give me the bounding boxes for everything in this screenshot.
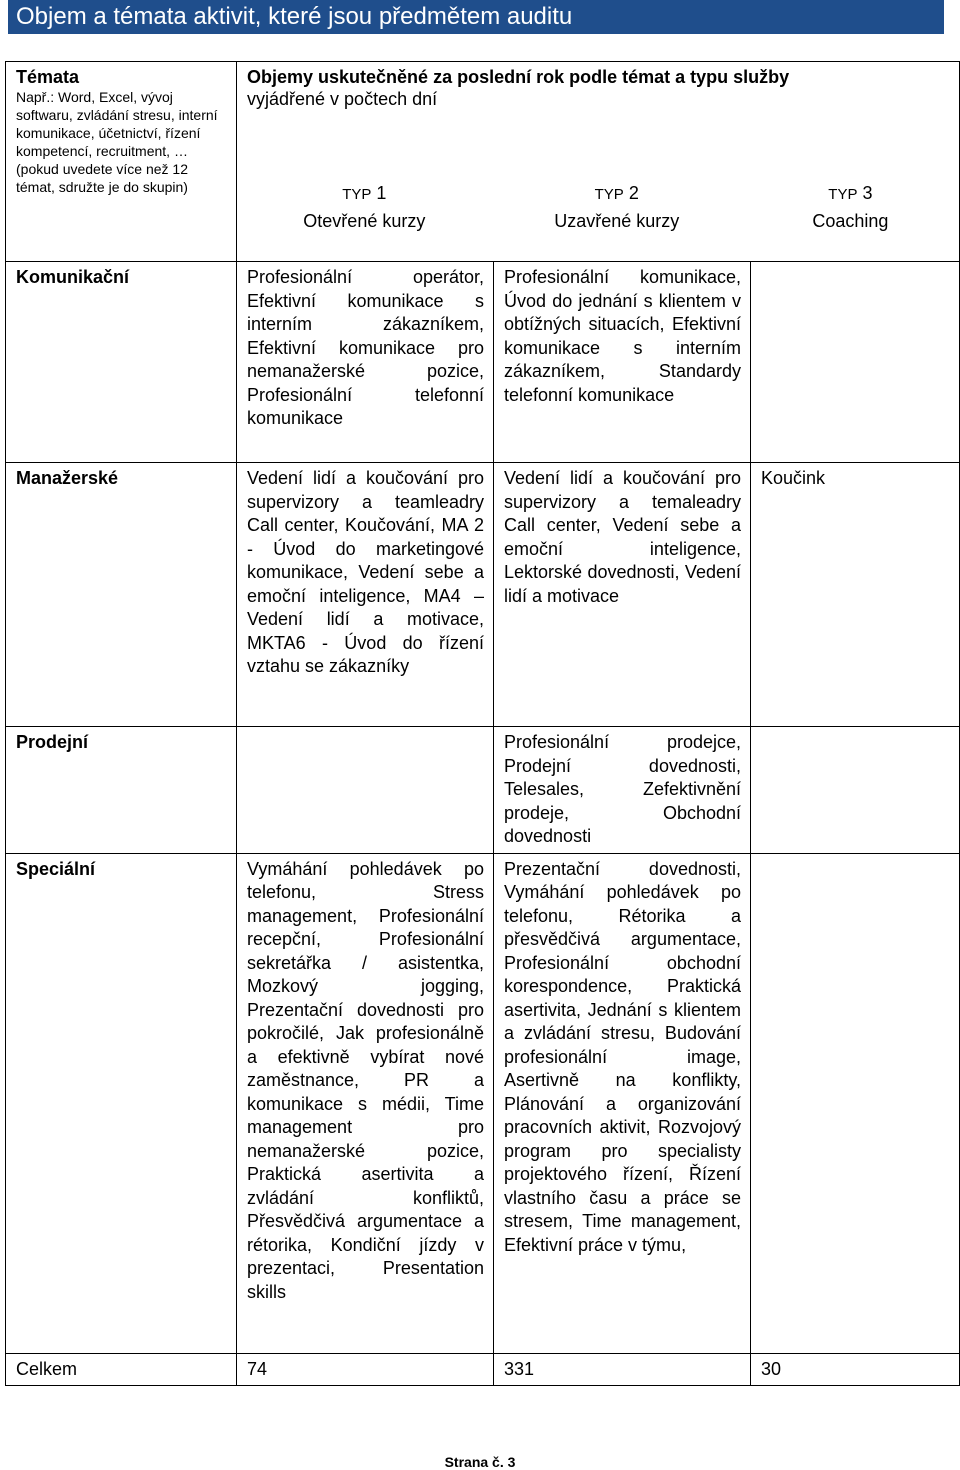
type-3-name: Coaching bbox=[812, 211, 889, 231]
row-specialni-type2: Prezentační dovednosti, Vymáhání pohledávek po telefonu, Rétorika a přesvědčivá argumentace, Profesionální obchodní korespondence, Praktická asertivita, Jednání s klientem a zvládání stresu, Budování profesionální image, Asertivně na konflikty, Plánování a organizování pracovních aktivit, Rozvojový program pro specialisty projektového řízení, Řízení vlastního času a práce se stresem, Time management, Efektivní práce v týmu, bbox=[494, 853, 751, 1353]
table-row bbox=[6, 727, 960, 854]
type-2-name: Uzavřené kurzy bbox=[554, 211, 680, 231]
topics-header-cell bbox=[6, 62, 237, 262]
volumes-subtitle: vyjádřené v počtech dní bbox=[247, 89, 438, 109]
row-label-manazerske: Manažerské bbox=[6, 463, 237, 727]
table-row bbox=[6, 853, 960, 1353]
total-type3: 30 bbox=[751, 1353, 960, 1386]
total-label: Celkem bbox=[6, 1353, 237, 1386]
row-manazerske-type2: Vedení lidí a koučování pro supervizory a temaleadry Call center, Vedení sebe a emoční inteligence, Lektorské dovednosti, Vedení lidí a motivace bbox=[494, 463, 751, 727]
type-1-number: 1 bbox=[376, 183, 387, 203]
type-1-header bbox=[247, 180, 482, 234]
total-type2: 331 bbox=[494, 1353, 751, 1386]
topics-note: Např.: Word, Excel, vývoj softwaru, zvládání stresu, interní komunikace, účetnictví, řízení kompetencí, recruitment, … (pokud uvedete více než 12 témat, sdružte je do skupin) bbox=[16, 89, 218, 195]
total-row bbox=[6, 1353, 960, 1386]
table-row bbox=[6, 463, 960, 727]
type-3-label: TYP bbox=[828, 186, 858, 203]
row-specialni-type1: Vymáhání pohledávek po telefonu, Stress management, Profesionální recepční, Profesionální sekretářka / asistentka, Mozkový jogging, Prezentační dovednosti pro pokročilé, Jak profesionálně a efektivně vybírat nové zaměstnance, PR a komunikace s médii, Time management pro nemanažerské pozice, Praktická asertivita a zvládání konfliktů, Přesvědčivá argumentace a rétorika, Kondiční jízdy v prezentaci, Presentation skills bbox=[237, 853, 494, 1353]
page-number: Strana č. 3 bbox=[444, 1454, 516, 1470]
row-komunikacni-type1: Profesionální operátor, Efektivní komunikace s interním zákazníkem, Efektivní komunikace pro nemanažerské pozice, Profesionální telefonní komunikace bbox=[237, 262, 494, 463]
row-manazerske-type1: Vedení lidí a koučování pro supervizory a teamleadry Call center, Koučování, MA 2 - Úvod do marketingové komunikace, Vedení sebe a emoční inteligence, MA4 – Vedení lidí a motivace, MKTA6 - Úvod do řízení vztahu se zákazníky bbox=[237, 463, 494, 727]
type-2-label: TYP bbox=[594, 186, 624, 203]
type-2-number: 2 bbox=[628, 183, 639, 203]
table-header-row bbox=[6, 62, 960, 262]
row-komunikacni-type3 bbox=[751, 262, 960, 463]
type-1-name: Otevřené kurzy bbox=[303, 211, 426, 231]
total-type1: 74 bbox=[237, 1353, 494, 1386]
row-label-komunikacni: Komunikační bbox=[6, 262, 237, 463]
type-3-number: 3 bbox=[862, 183, 873, 203]
row-specialni-type3 bbox=[751, 853, 960, 1353]
volumes-title: Objemy uskutečněné za poslední rok podle témat a typu služby bbox=[247, 67, 790, 87]
row-prodejni-type3 bbox=[751, 727, 960, 854]
table-row bbox=[6, 262, 960, 463]
type-1-label: TYP bbox=[342, 186, 372, 203]
row-komunikacni-type2: Profesionální komunikace, Úvod do jednání s klientem v obtížných situacích, Efektivní komunikace s interním zákazníkem, Standardy telefonní komunikace bbox=[494, 262, 751, 463]
row-prodejni-type1 bbox=[237, 727, 494, 854]
page-title: Objem a témata aktivit, které jsou předmětem auditu bbox=[8, 0, 944, 34]
row-prodejni-type2: Profesionální prodejce, Prodejní dovednosti, Telesales, Zefektivnění prodeje, Obchodní dovednosti bbox=[494, 727, 751, 854]
topics-title: Témata bbox=[16, 67, 80, 87]
type-3-header bbox=[752, 180, 949, 234]
row-manazerske-type3: Koučink bbox=[751, 463, 960, 727]
row-label-prodejni: Prodejní bbox=[6, 727, 237, 854]
type-2-header bbox=[482, 180, 752, 234]
row-label-specialni: Speciální bbox=[6, 853, 237, 1353]
volumes-header-cell bbox=[237, 62, 960, 262]
audit-table bbox=[5, 61, 960, 1386]
